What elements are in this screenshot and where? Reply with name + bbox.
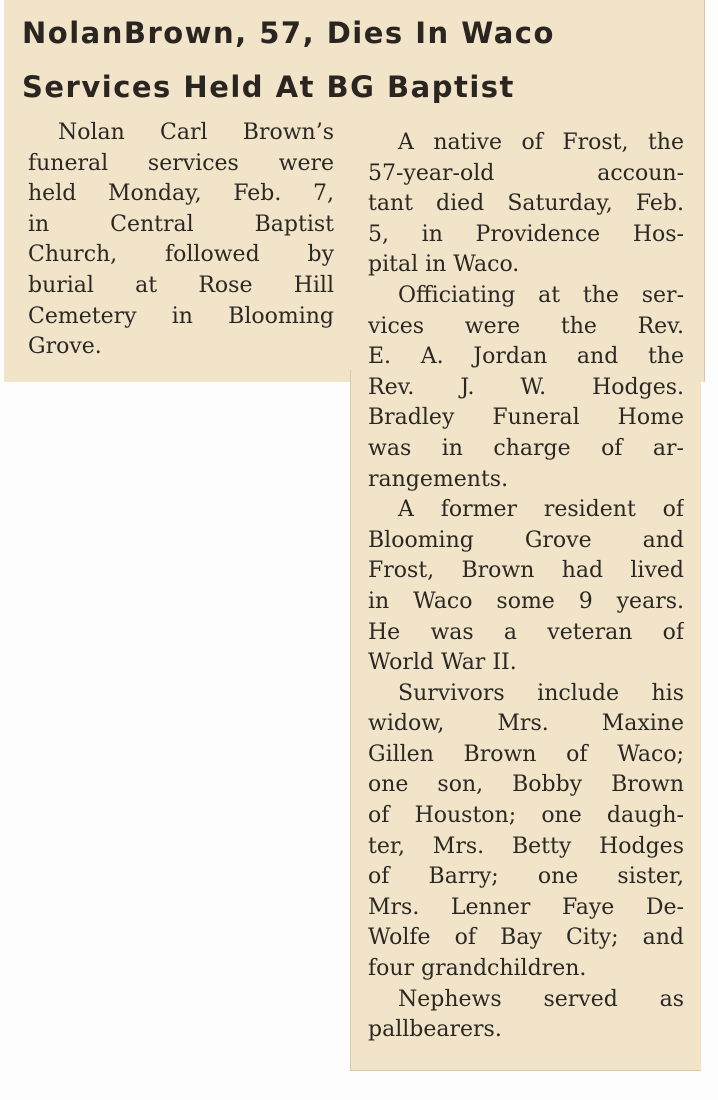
- article-line: widow, Mrs. Maxine: [368, 711, 684, 737]
- article-line: Cemetery in Blooming: [28, 303, 334, 329]
- article-line: A native of Frost, the: [398, 130, 684, 155]
- article-line: 57-year-old accoun-: [368, 160, 684, 186]
- article-line: tant died Saturday, Feb.: [368, 191, 684, 217]
- article-line: one son, Bobby Brown: [368, 772, 684, 798]
- article-left-column: [28, 118, 334, 363]
- article-line: Nephews served as: [398, 986, 684, 1012]
- article-line: Church, followed by: [28, 242, 334, 268]
- article-line: vices were the Rev.: [368, 313, 684, 339]
- article-line: held Monday, Feb. 7,: [28, 181, 334, 207]
- article-line: Officiating at the ser-: [398, 282, 684, 308]
- article-line: rangements.: [368, 466, 509, 492]
- article-line: burial at Rose Hill: [28, 272, 334, 298]
- article-line: 5, in Providence Hos-: [368, 221, 684, 247]
- article-line: pallbearers.: [368, 1017, 502, 1043]
- article-line: Grove.: [28, 334, 102, 360]
- article-line: pital in Waco.: [368, 252, 520, 278]
- article-line: Mrs. Lenner Faye De-: [368, 894, 684, 920]
- article-line: World War II.: [368, 650, 517, 676]
- article-line: in Waco some 9 years.: [368, 588, 684, 614]
- article-line: Bradley Funeral Home: [368, 405, 684, 431]
- article-line: of Barry; one sister,: [368, 864, 684, 890]
- article-line: in Central Baptist: [28, 211, 334, 237]
- article-line: was in charge of ar-: [368, 435, 684, 461]
- article-line: ter, Mrs. Betty Hodges: [368, 833, 684, 859]
- article-line: Wolfe of Bay City; and: [368, 925, 684, 951]
- article-line: E. A. Jordan and the: [368, 344, 684, 370]
- article-line: Blooming Grove and: [368, 527, 684, 553]
- article-line: of Houston; one daugh-: [368, 803, 684, 829]
- article-line: Nolan Carl Brown’s: [58, 120, 334, 145]
- article-line: Survivors include his: [398, 680, 684, 706]
- article-right-column: [368, 128, 684, 1046]
- article-line: funeral services were: [28, 150, 334, 176]
- headline-line-2: Services Held At BG Baptist: [22, 70, 515, 104]
- article-line: Frost, Brown had lived: [368, 558, 684, 584]
- article-line: A former resident of: [398, 497, 684, 523]
- article-line: Gillen Brown of Waco;: [368, 741, 684, 767]
- article-line: Rev. J. W. Hodges.: [368, 374, 684, 400]
- headline-line-1: NolanBrown, 57, Dies In Waco: [22, 16, 555, 50]
- article-line: He was a veteran of: [368, 619, 684, 645]
- article-line: four grandchildren.: [368, 956, 587, 982]
